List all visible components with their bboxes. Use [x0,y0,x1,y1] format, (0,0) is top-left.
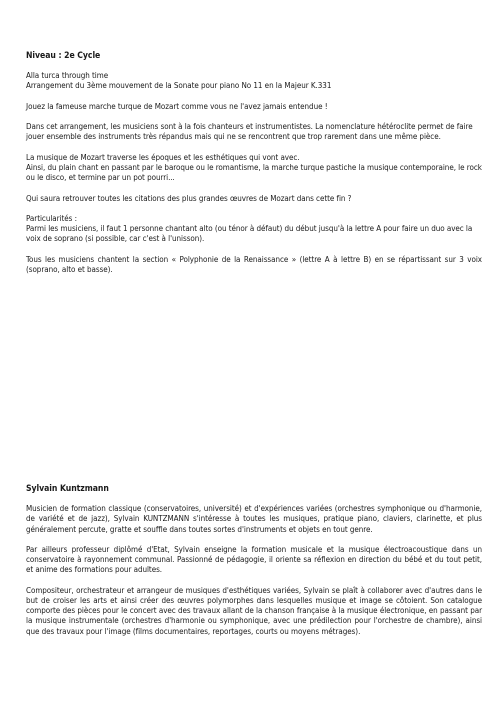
journey-paragraph [26,153,482,184]
polyphony-paragraph: Tous les musiciens chantent la section « Polyphonie de la Renaissance » (lettre A à lettre B) en se répartissant sur 3 voix (soprano, alto et basse). [26,254,482,274]
work-description [26,51,482,285]
work-title-line: Alla turca through time [26,71,109,81]
journey-line: Ainsi, du plain chant en passant par le baroque ou le romantisme, la marche turque pastiche la musique contemporaine, le rock ou le disco, et termine par un pot pourri... [26,162,482,183]
journey-line: La musique de Mozart traverse les époques et les esthétiques qui vont avec. [26,152,300,162]
question-paragraph: Qui saura retrouver toutes les citations des plus grandes œuvres de Mozart dans cette fin ? [26,193,352,203]
work-subtitle-line: Arrangement du 3ème mouvement de la Sonate pour piano No 11 en la Majeur K.331 [26,81,332,91]
particularities-text: Parmi les musiciens, il faut 1 personne chantant alto (ou ténor à défaut) du début jusqu'à la lettre A pour faire un duo avec la voix de soprano (si possible, car c'est à l'unisson). [26,224,473,244]
intro-paragraph: Jouez la fameuse marche turque de Mozart comme vous ne l'avez jamais entendue ! [26,101,328,111]
bio-paragraph: Par ailleurs professeur diplômé d'Etat, Sylvain enseigne la formation musicale et la musique électroacoustique dans un conservatoire à rayonnement communal. Passionné de pédagogie, il oriente sa réflexion en direction du bébé et du tout petit, et anime des formations pour adultes. [26,545,482,575]
bio-paragraph: Musicien de formation classique (conservatoires, université) et d'expériences variées (orchestres symphonique ou d'harmonie, de variété et de jazz), Sylvain KUNTZMANN s'intéresse à toutes les musiques, pratique piano, claviers, clarinette, et plus généralement percute, gratte et souffle dans toutes sortes d'instruments et objets en tout genre. [26,504,482,534]
particularities-title: Particularités : [26,213,77,223]
work-title [26,71,482,91]
composer-name: Sylvain Kuntzmann [26,484,109,494]
arrangement-paragraph: Dans cet arrangement, les musiciens sont à la fois chanteurs et instrumentistes. La nomenclature hétéroclite permet de faire jouer ensemble des instruments très répandus mais qui ne se rencontrent que trop rarement dans une même pièce. [26,122,473,142]
composer-biography [26,484,482,647]
bio-paragraph: Compositeur, orchestrateur et arrangeur de musiques d'esthétiques variées, Sylvain se plaît à collaborer avec d'autres dans le but de croiser les arts et ainsi créer des œuvres polymorphes dans lesquelles musique et image se côtoient. Son catalogue comporte des pièces pour le concert avec des travaux allant de la chanson française à la musique électronique, en passant par la musique instrumentale (orchestres d'harmonie ou symphonique, avec une prédilection pour l'orchestre de chambre), ainsi que des travaux pour l'image (films documentaires, reportages, courts ou moyens métrages). [26,585,482,636]
particularities-paragraph [26,214,482,245]
level-heading: Niveau : 2e Cycle [26,51,101,61]
